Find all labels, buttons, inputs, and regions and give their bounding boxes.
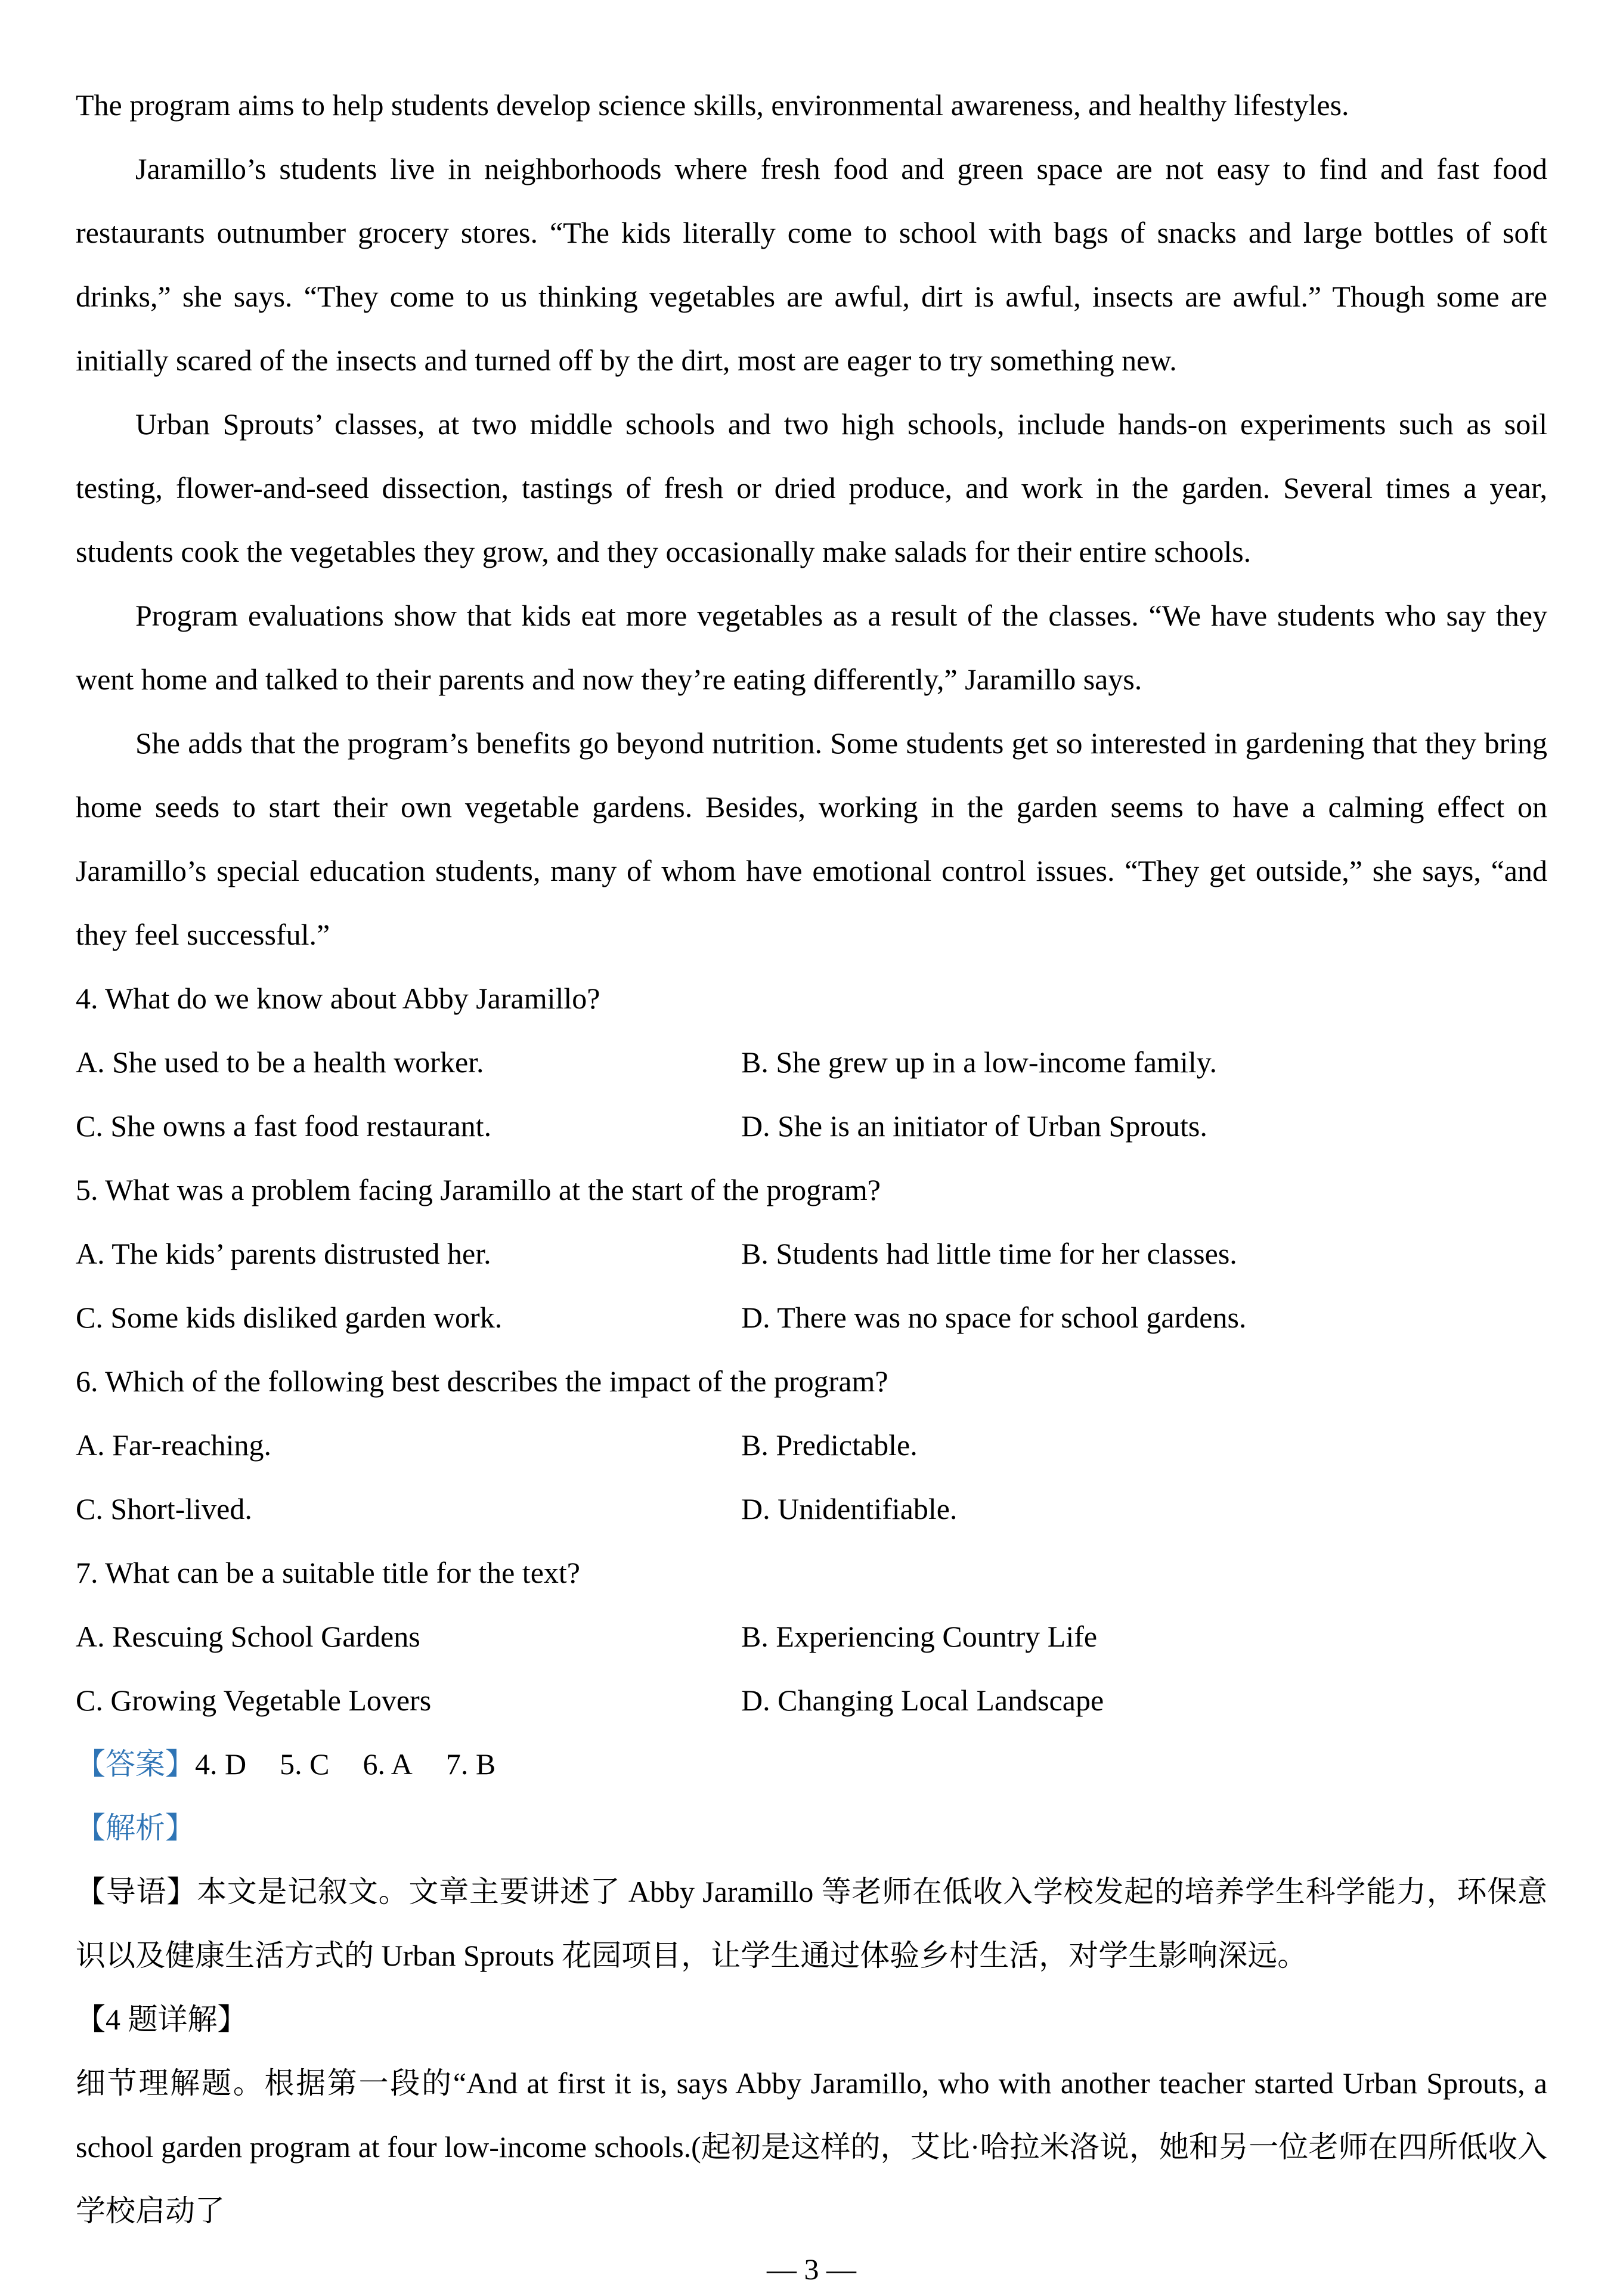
answer-item-4: 4. D <box>195 1747 247 1781</box>
answer-item-6: 6. A <box>363 1747 413 1781</box>
question-7-option-d: D. Changing Local Landscape <box>741 1684 1104 1717</box>
question-7-options-row-1 <box>76 1605 1547 1669</box>
question-6-options-row-1 <box>76 1413 1547 1477</box>
question-4-option-a: A. She used to be a health worker. <box>76 1045 484 1079</box>
question-4-options-row-1 <box>76 1031 1547 1094</box>
question-5-options-row-1 <box>76 1222 1547 1286</box>
question-6-option-d: D. Unidentifiable. <box>741 1492 958 1525</box>
intro-paragraph <box>76 1860 1547 1988</box>
question-6-option-a: A. Far-reaching. <box>76 1428 272 1462</box>
question-4 <box>76 967 1547 1158</box>
passage-paragraph-4: Program evaluations show that kids eat more vegetables as a result of the classes. “We have students who say they went home and talked to their parents and now they’re eating differently,” Jaramillo says. <box>76 599 1547 696</box>
question-4-stem: 4. What do we know about Abby Jaramillo? <box>76 982 600 1015</box>
answer-item-7: 7. B <box>445 1747 496 1781</box>
detail4-paragraph: 细节理解题。根据第一段的“And at first it is, says Abby Jaramillo, who with another teacher started Urban Sprouts, a school garden program at four low-income schools.(起初是这样的，艾比·哈拉米洛说，她和另一位老师在四所低收入学校启动了 <box>76 2066 1547 2227</box>
question-7-stem: 7. What can be a suitable title for the text? <box>76 1556 580 1589</box>
answer-label: 【答案】 <box>76 1747 195 1781</box>
question-4-options-row-2 <box>76 1094 1547 1158</box>
question-7 <box>76 1541 1547 1732</box>
page-content <box>76 73 1547 2243</box>
question-5-option-c: C. Some kids disliked garden work. <box>76 1301 503 1334</box>
question-5 <box>76 1158 1547 1350</box>
passage-paragraph-2: Jaramillo’s students live in neighborhoods where fresh food and green space are not easy to find and fast food restaurants outnumber grocery stores. “The kids literally come to school with bags of snacks and large bottles of soft drinks,” she says. “They come to us thinking vegetables are awful, dirt is awful, insects are awful.” Though some are initially scared of the insects and turned off by the dirt, most are eager to try something new. <box>76 152 1547 377</box>
question-5-option-b: B. Students had little time for her classes. <box>741 1237 1237 1270</box>
question-5-option-a: A. The kids’ parents distrusted her. <box>76 1237 491 1270</box>
question-6 <box>76 1350 1547 1541</box>
analysis-label: 【解析】 <box>76 1811 195 1845</box>
question-7-option-a: A. Rescuing School Gardens <box>76 1620 420 1653</box>
intro-text: 本文是记叙文。文章主要讲述了 Abby Jaramillo 等老师在低收入学校发起的培养学生科学能力，环保意识以及健康生活方式的 Urban Sprouts 花园项目，让学生通过体验乡村生活，对学生影响深远。 <box>76 1875 1547 1972</box>
question-6-options-row-2 <box>76 1477 1547 1541</box>
question-7-options-row-2 <box>76 1669 1547 1732</box>
detail4-heading: 【4 题详解】 <box>76 2003 247 2036</box>
question-6-option-b: B. Predictable. <box>741 1428 918 1462</box>
passage-paragraph-5: She adds that the program’s benefits go beyond nutrition. Some students get so interested in gardening that they bring home seeds to start their own vegetable gardens. Besides, working in the garden seems to have a calming effect on Jaramillo’s special education students, many of whom have emotional control issues. “They get outside,” she says, “and they feel successful.” <box>76 726 1547 951</box>
question-5-option-d: D. There was no space for school gardens. <box>741 1301 1247 1334</box>
question-7-option-b: B. Experiencing Country Life <box>741 1620 1098 1653</box>
analysis-line <box>76 1796 1547 1860</box>
answer-line <box>76 1732 1547 1796</box>
question-7-option-c: C. Growing Vegetable Lovers <box>76 1684 432 1717</box>
page-number: — 3 — <box>767 2252 856 2286</box>
question-4-option-c: C. She owns a fast food restaurant. <box>76 1109 492 1143</box>
answer-item-5: 5. C <box>280 1747 330 1781</box>
question-4-option-b: B. She grew up in a low-income family. <box>741 1045 1217 1079</box>
passage-paragraph-3: Urban Sprouts’ classes, at two middle schools and two high schools, include hands-on experiments such as soil testing, flower-and-seed dissection, tastings of fresh or dried produce, and work in the garden. Several times a year, students cook the vegetables they grow, and they occasionally make salads for their entire schools. <box>76 407 1547 568</box>
passage-paragraph-1: The program aims to help students develop science skills, environmental awareness, and healthy lifestyles. <box>76 88 1349 122</box>
question-5-stem: 5. What was a problem facing Jaramillo at the start of the program? <box>76 1173 881 1206</box>
question-5-options-row-2 <box>76 1286 1547 1350</box>
question-6-option-c: C. Short-lived. <box>76 1492 252 1525</box>
question-6-stem: 6. Which of the following best describes the impact of the program? <box>76 1364 888 1398</box>
intro-label: 【导语】 <box>76 1875 197 1908</box>
question-4-option-d: D. She is an initiator of Urban Sprouts. <box>741 1109 1207 1143</box>
